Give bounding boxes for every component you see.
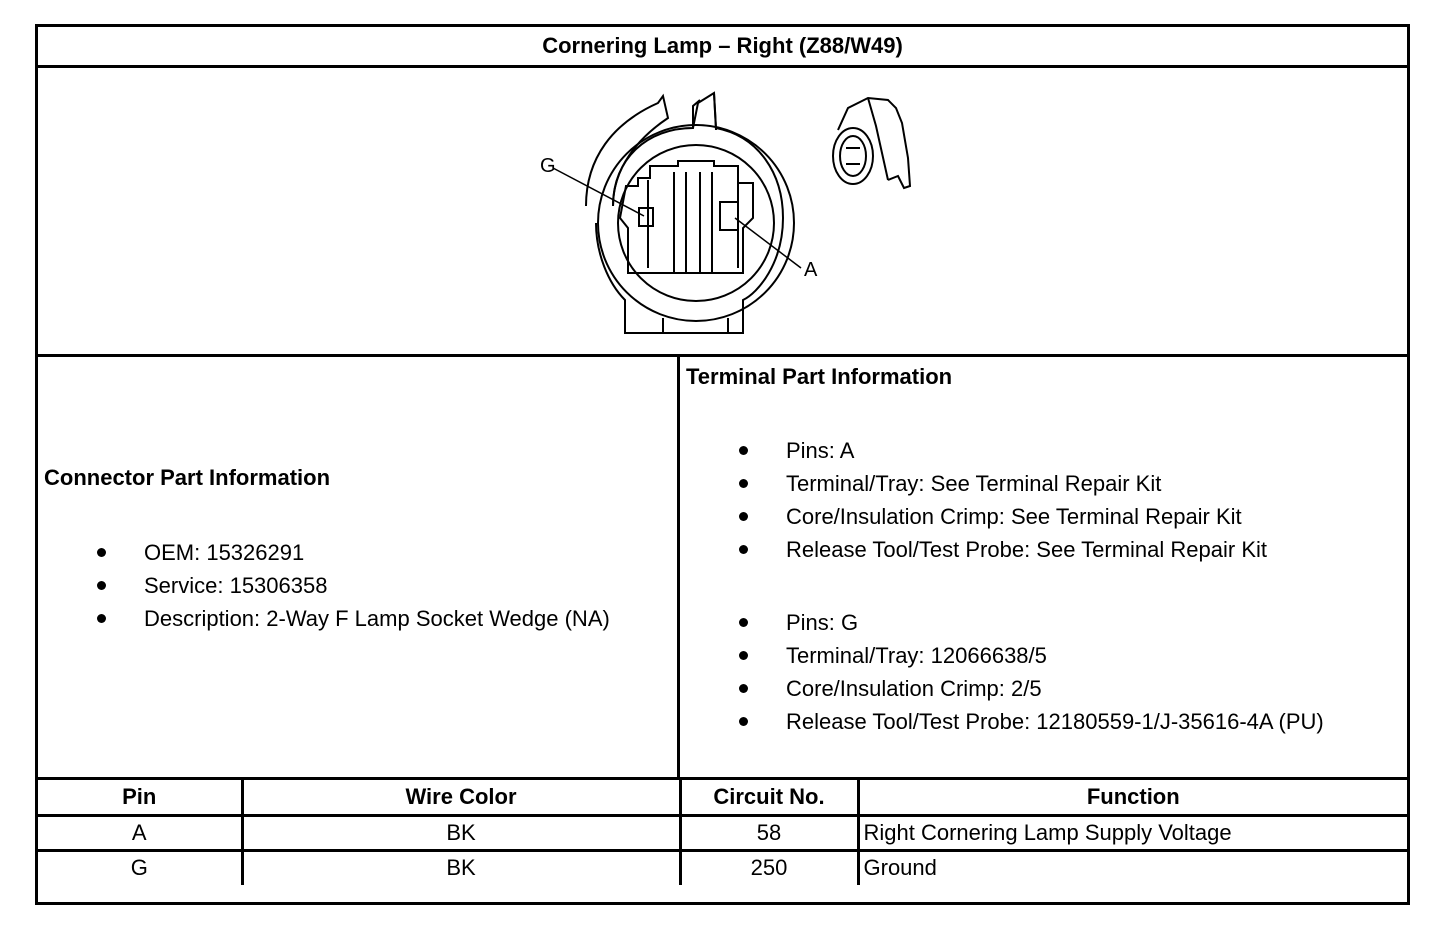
cell-pin: G: [38, 850, 242, 885]
cell-circuit-no: 58: [680, 815, 858, 850]
header-pin: Pin: [38, 780, 242, 815]
connector-sheet: [35, 24, 1410, 905]
connector-rim-inner: [618, 145, 774, 301]
terminal-info-item: Pins: A: [686, 434, 1267, 467]
table-row: [38, 850, 1407, 885]
terminal-group-a: [686, 434, 1267, 566]
connector-info-item: Service: 15306358: [44, 569, 610, 602]
sheet-title: Cornering Lamp – Right (Z88/W49): [38, 27, 1407, 68]
part-info-section: [38, 357, 1407, 780]
header-circuit-no: Circuit No.: [680, 780, 858, 815]
pin-label-g: G: [540, 155, 556, 177]
cell-wire-color: BK: [242, 850, 680, 885]
cell-circuit-no: 250: [680, 850, 858, 885]
terminal-info-item: Terminal/Tray: See Terminal Repair Kit: [686, 467, 1267, 500]
connector-body-outline: [586, 96, 668, 206]
pin-table: [38, 780, 1407, 885]
connector-housing: [596, 93, 783, 333]
terminal-info-item: Release Tool/Test Probe: 12180559-1/J-35616-4A (PU): [686, 705, 1324, 738]
connector-info-heading: Connector Part Information: [44, 465, 331, 490]
table-row: [38, 815, 1407, 850]
connector-diagram-panel: [38, 68, 1407, 357]
pin-label-a: A: [804, 259, 818, 281]
cell-wire-color: BK: [242, 815, 680, 850]
terminal-a: [720, 202, 738, 230]
connector-rim-outer: [598, 125, 794, 321]
cell-function: Right Cornering Lamp Supply Voltage: [858, 815, 1407, 850]
header-wire-color: Wire Color: [242, 780, 680, 815]
connector-part-info: [38, 357, 680, 777]
connector-info-list: [44, 536, 610, 635]
connector-info-item: OEM: 15326291: [44, 536, 610, 569]
terminal-g: [639, 208, 653, 226]
terminal-group-g: [686, 606, 1324, 738]
terminal-info-item: Release Tool/Test Probe: See Terminal Repair Kit: [686, 533, 1267, 566]
terminal-info-heading: Terminal Part Information: [686, 364, 953, 389]
cell-function: Ground: [858, 850, 1407, 885]
terminal-part-info: [680, 357, 1407, 777]
terminal-info-item: Core/Insulation Crimp: See Terminal Repair Kit: [686, 500, 1267, 533]
connector-perspective-icon: [833, 98, 910, 188]
terminal-info-item: Core/Insulation Crimp: 2/5: [686, 672, 1324, 705]
header-function: Function: [858, 780, 1407, 815]
connector-face-diagram: [38, 68, 1407, 357]
pin-table-header: [38, 780, 1407, 815]
terminal-info-item: Terminal/Tray: 12066638/5: [686, 639, 1324, 672]
terminal-info-item: Pins: G: [686, 606, 1324, 639]
cell-pin: A: [38, 815, 242, 850]
connector-info-item: Description: 2-Way F Lamp Socket Wedge (NA): [44, 602, 610, 635]
